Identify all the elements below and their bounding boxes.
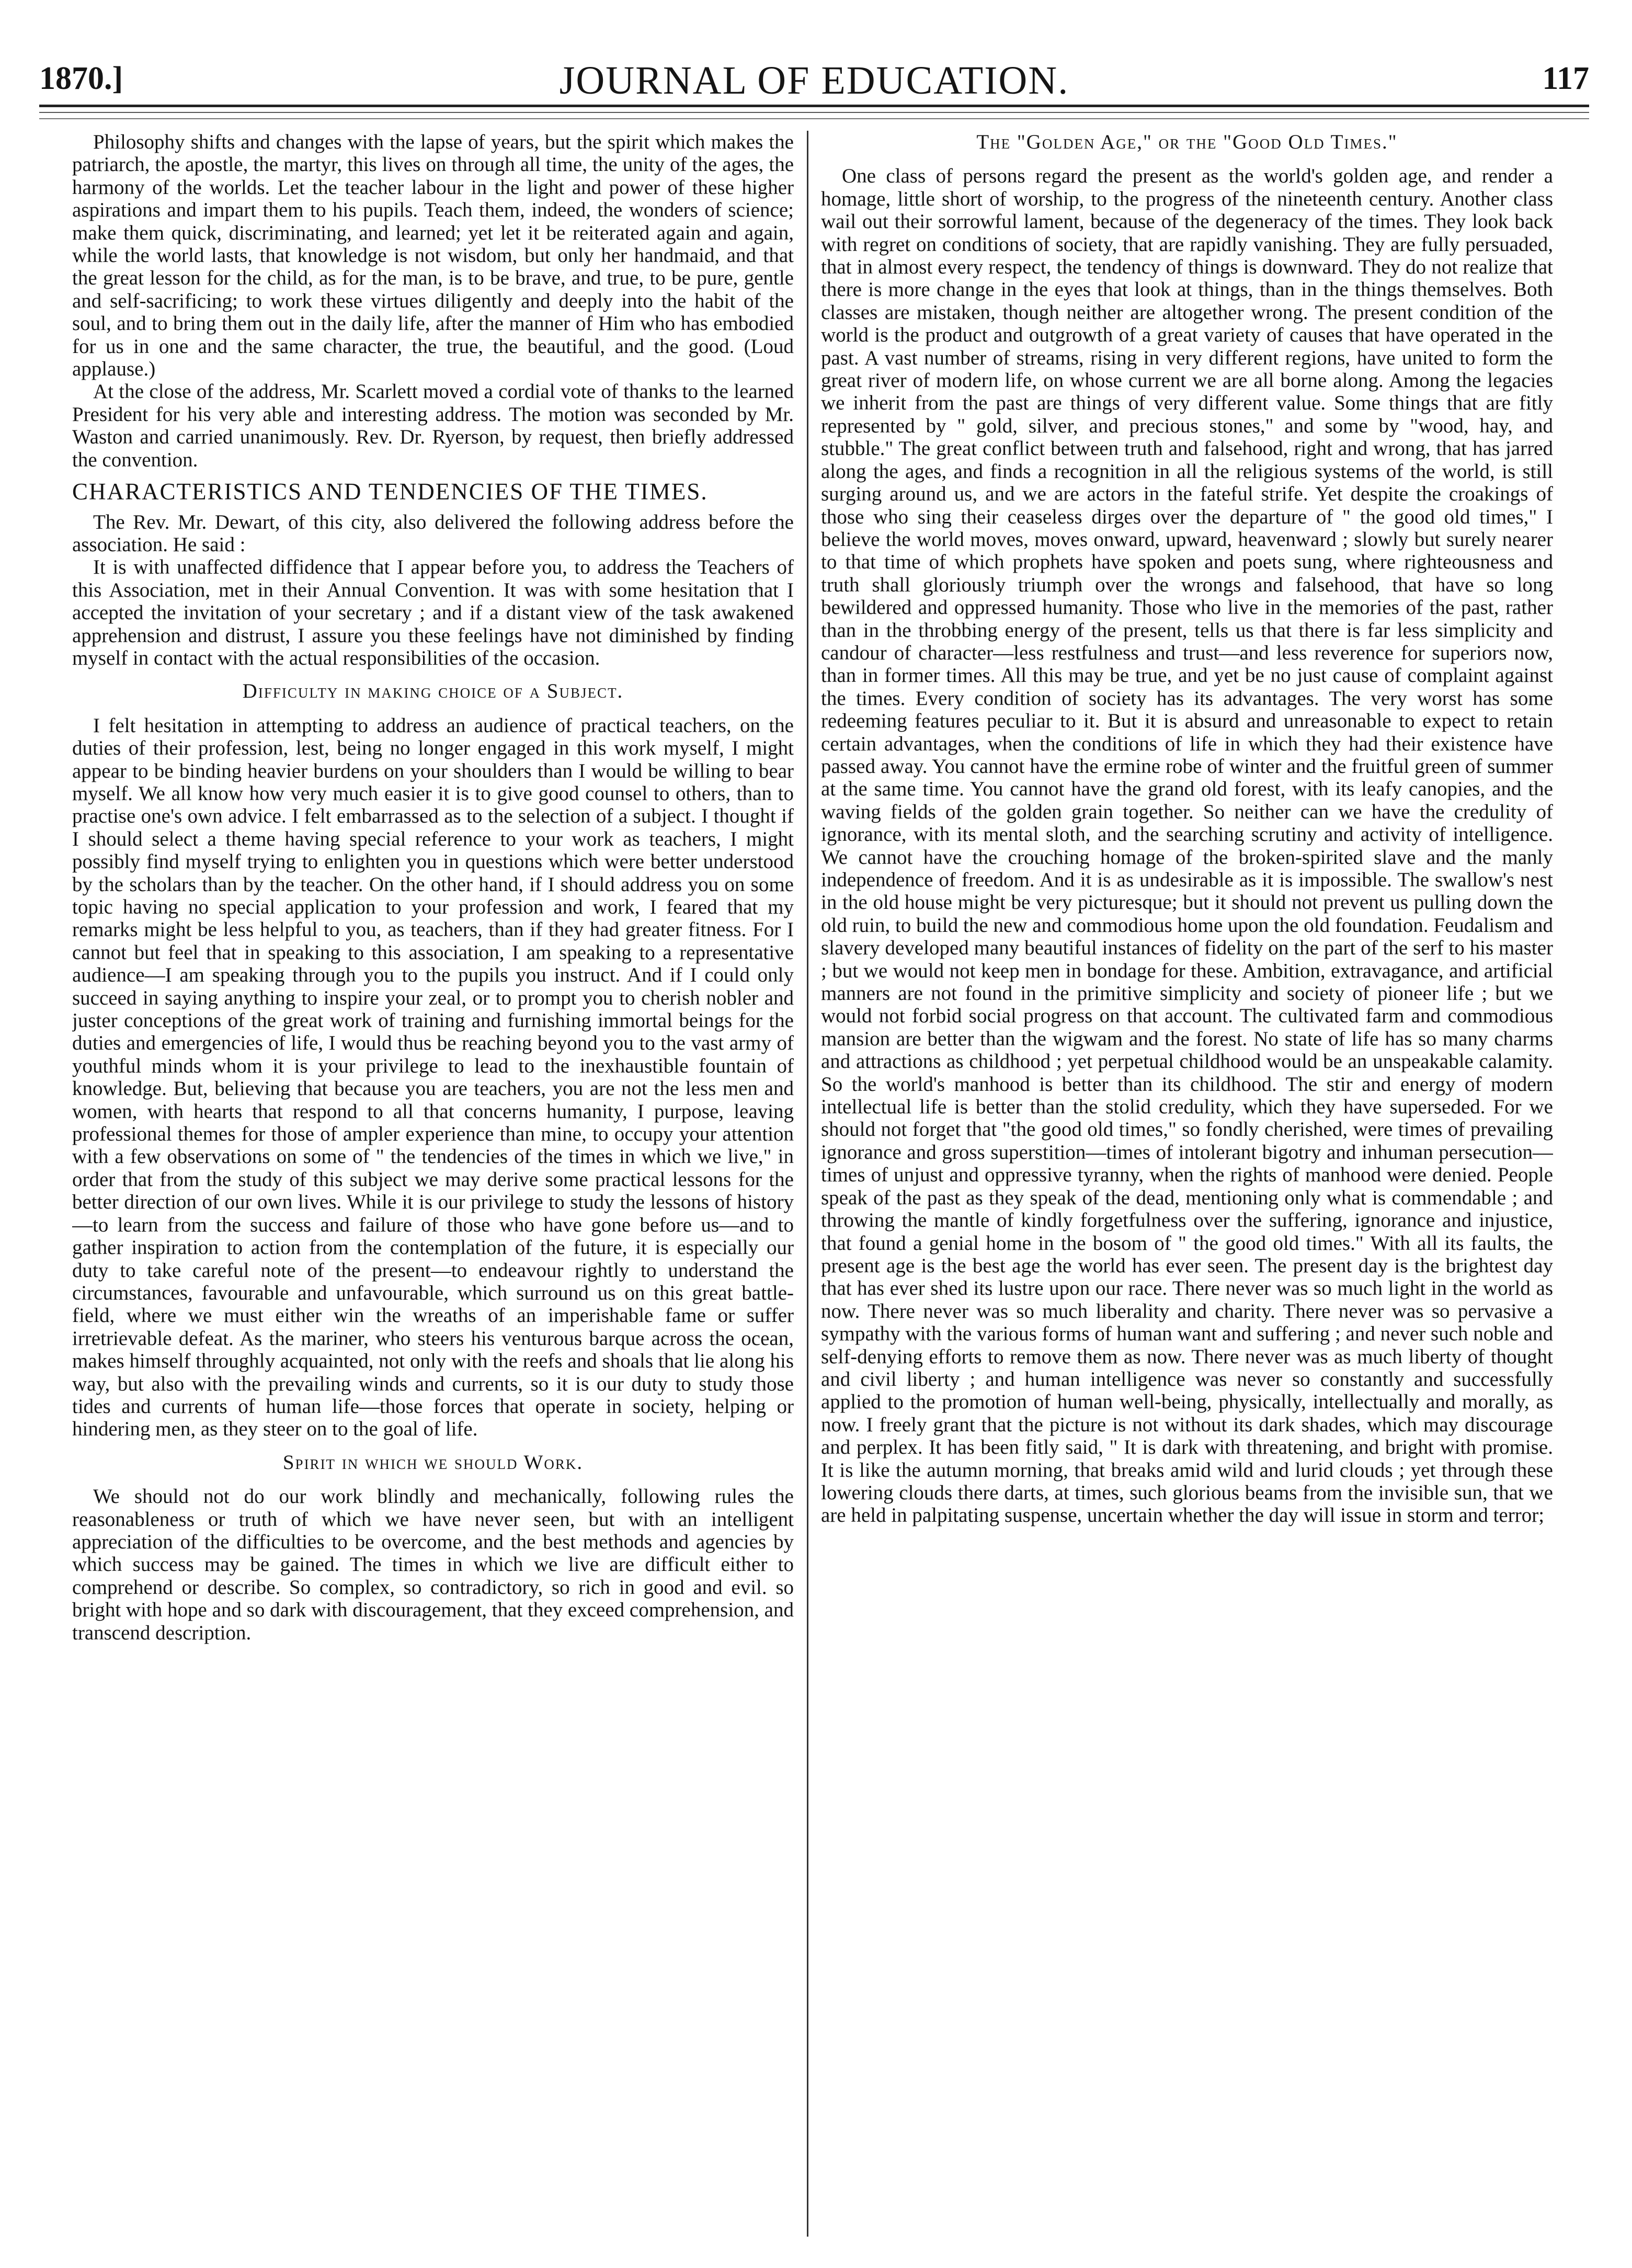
section-heading: CHARACTERISTICS AND TENDENCIES OF THE TIMES. [72,478,708,505]
header-rule-thin [39,112,1589,113]
paragraph: I felt hesitation in attempting to address an audience of practical teachers, on the duties of their profession, lest, being no longer engaged in this work myself, I might appear to be binding heavier burdens on your shoulders than I would be willing to bear myself. We all know how very much easier it is to give good counsel to others, than to practise one's own advice. I felt embarrassed as to the selection of a subject. I thought if I should select a theme having special reference to your work as teachers, I might possibly find myself trying to enlighten you in questions which were better understood by the scholars than by the teacher. On the other hand, if I should address you on some topic having no special application to your profession and work, I feared that my remarks might be less helpful to you, as teachers, than if they had greater fitness. For I cannot but feel that in speaking to this association, I am speaking to a representative audience—I am speaking through you to the pupils you instruct. And if I could only succeed in saying anything to inspire your zeal, or to prompt you to cherish nobler and juster conceptions of the great work of training and furnishing immortal beings for the duties and emergencies of life, I would thus be reaching beyond you to the vast army of youthful minds whom it is your privilege to lead to the inexhaustible fountain of knowledge. But, believing that because you are teachers, you are not the less men and women, with hearts that respond to all that concerns humanity, I purpose, leaving professional themes for those of ampler experience than mine, to occupy your attention with a few observations on some of " the tendencies of the times in which we live," in order that from the study of this subject we may derive some practical lessons for the better direction of our own lives. While it is our privilege to study the lessons of history—to learn from the success and failure of those who have gone before us—and to gather inspiration to action from the contemplation of the future, it is especially our duty to take careful note of the present—to endeavour rightly to understand the circumstances, favourable and unfavourable, which surround us on this great battle-field, where we must either win the wreaths of an imperishable fame or suffer irretrievable defeat. As the mariner, who steers his venturous barque across the ocean, makes himself throughly acquainted, not only with the reefs and shoals that lie along his way, but also with the prevailing winds and currents, so it is our duty to study those tides and currents of human life—those forces that operate in society, helping or hindering men, as they steer on to the goal of life. [72,714,794,1441]
subsection-heading: The "Golden Age," or the "Good Old Times." [976,131,1398,153]
paragraph: It is with unaffected diffidence that I appear before you, to address the Teachers of this Association, met in their Annual Convention. It was with some hesitation that I accepted the invitation of your secretary ; and if a distant view of the task awakened apprehension and distrust, I assure you these feelings have not diminished by finding myself in contact with the actual responsibilities of the occasion. [72,556,794,669]
header-year: 1870.] [39,61,123,96]
right-column [821,131,1553,2237]
subsection-heading: Difficulty in making choice of a Subject. [242,680,624,703]
subsection-heading: Spirit in which we should Work. [282,1451,584,1474]
header-rule-thin-2 [39,118,1589,119]
left-column [72,131,794,2237]
column-divider [807,131,808,2237]
paragraph: The Rev. Mr. Dewart, of this city, also delivered the following address before the association. He said : [72,510,794,556]
page-number: 117 [1542,61,1589,96]
journal-title: JOURNAL OF EDUCATION. [559,59,1069,102]
paragraph: One class of persons regard the present as the world's golden age, and render a homage, little short of worship, to the progress of the nineteenth century. Another class wail out their sorrowful lament, because of the degeneracy of the times. They look back with regret on conditions of society, that are rapidly vanishing. They are fully persuaded, that in almost every respect, the tendency of things is downward. They do not realize that there is more change in the eyes that look at things, than in the things themselves. Both classes are mistaken, though neither are altogether wrong. The present condition of the world is the product and outgrowth of a great variety of causes that have operated in the past. A vast number of streams, rising in very different regions, have united to form the great river of modern life, on whose current we are all borne along. Among the legacies we inherit from the past are things of very different value. Some things that are fitly represented by " gold, silver, and precious stones," and some by "wood, hay, and stubble." The great conflict between truth and falsehood, right and wrong, that has jarred along the ages, and finds a recognition in all the religious systems of the world, is still surging around us, and we are actors in the fateful strife. Yet despite the croakings of those who sing their ceaseless dirges over the departure of " the good old times," I believe the world moves, moves onward, upward, heavenward ; slowly but surely nearer to that time of which prophets have spoken and poets sung, where righteousness and truth shall gloriously triumph over the wrongs and falsehood, that have so long bewildered and oppressed humanity. Those who live in the memories of the past, rather than in the throbbing energy of the present, tells us that there is far less simplicity and candour of character—less restfulness and trust—and less reverence for superiors now, than in former times. All this may be true, and yet be no just cause of complaint against the times. Every condition of society has its advantages. The very worst has some redeeming features peculiar to it. But it is absurd and unreasonable to expect to retain certain advantages, when the conditions of life in which they had their existence have passed away. You cannot have the ermine robe of winter and the fruitful green of summer at the same time. You cannot have the grand old forest, with its leafy canopies, and the waving fields of the golden grain together. So neither can we have the credulity of ignorance, with its mental sloth, and the searching scrutiny and activity of intelligence. We cannot have the crouching homage of the broken-spirited slave and the manly independence of freedom. And it is as undesirable as it is impossible. The swallow's nest in the old house might be very picturesque; but it should not prevent us pulling down the old ruin, to build the new and commodious home upon the old foundation. Feudalism and slavery developed many beautiful instances of fidelity on the part of the serf to his master ; but we would not keep men in bondage for these. Ambition, extravagance, and artificial manners are not found in the primitive simplicity and society of pioneer life ; but we would not forbid social progress on that account. The cultivated farm and commodious mansion are better than the wigwam and the forest. No state of life has so many charms and attractions as childhood ; yet perpetual childhood would be an unspeakable calamity. So the world's manhood is better than its childhood. The stir and energy of modern intellectual life is better than the stolid credulity, which they have superseded. For we should not forget that "the good old times," so fondly cherished, were times of prevailing ignorance and gross superstition—times of intolerant bigotry and inhuman persecution—times of unjust and oppressive tyranny, when the rights of manhood were denied. People speak of the past as they speak of the dead, mentioning only what is commendable ; and throwing the mantle of kindly forgetfulness over the suffering, ignorance and injustice, that found a genial home in the bosom of " the good old times." With all its faults, the present age is the best age the world has ever seen. The present day is the brightest day that has ever shed its lustre upon our race. There never was so much light in the world as now. There never was so much liberality and charity. There never was so pervasive a sympathy with the various forms of human want and suffering ; and never such noble and self-denying efforts to remove them as now. There never was as much liberty of thought and civil liberty ; and human intelligence was never so constantly and successfully applied to the promotion of human well-being, physically, intellectually and morally, as now. I freely grant that the picture is not without its dark shades, which may discourage and perplex. It has been fitly said, " It is dark with threatening, and bright with promise. It is like the autumn morning, that breaks amid wild and lurid clouds ; yet through these lowering clouds there darts, at times, such glorious beams from the invisible sun, that we are held in palpitating suspense, uncertain whether the day will issue in storm and terror; [821,165,1553,1527]
paragraph: We should not do our work blindly and mechanically, following rules the reasonableness or truth of which we have never seen, but with an intelligent appreciation of the difficulties to be overcome, and the best methods and agencies by which success may be gained. The times in which we live are difficult either to comprehend or describe. So complex, so contradictory, so rich in good and evil. so bright with hope and so dark with discouragement, that they exceed comprehension, and transcend description. [72,1485,794,1644]
paragraph: At the close of the address, Mr. Scarlett moved a cordial vote of thanks to the learned President for his very able and interesting address. The motion was seconded by Mr. Waston and carried unanimously. Rev. Dr. Ryerson, by request, then briefly addressed the convention. [72,380,794,471]
header-rule-thick [39,105,1589,107]
paragraph: Philosophy shifts and changes with the lapse of years, but the spirit which makes the patriarch, the apostle, the martyr, this lives on through all time, the unity of the ages, the harmony of the worlds. Let the teacher labour in the light and power of these higher aspirations and impart them to his pupils. Teach them, indeed, the wonders of science; make them quick, discriminating, and learned; yet let it be reiterated again and again, while the world lasts, that knowledge is not wisdom, but only her handmaid, and that the great lesson for the child, as for the man, is to be brave, and true, to be pure, gentle and self-sacrificing; to work these virtues diligently and deeply into the habit of the soul, and to bring them out in the daily life, after the manner of Him who has embodied for us in one and the same character, the true, the beautiful, and the good. (Loud applause.) [72,131,794,381]
page-header [39,50,1589,107]
